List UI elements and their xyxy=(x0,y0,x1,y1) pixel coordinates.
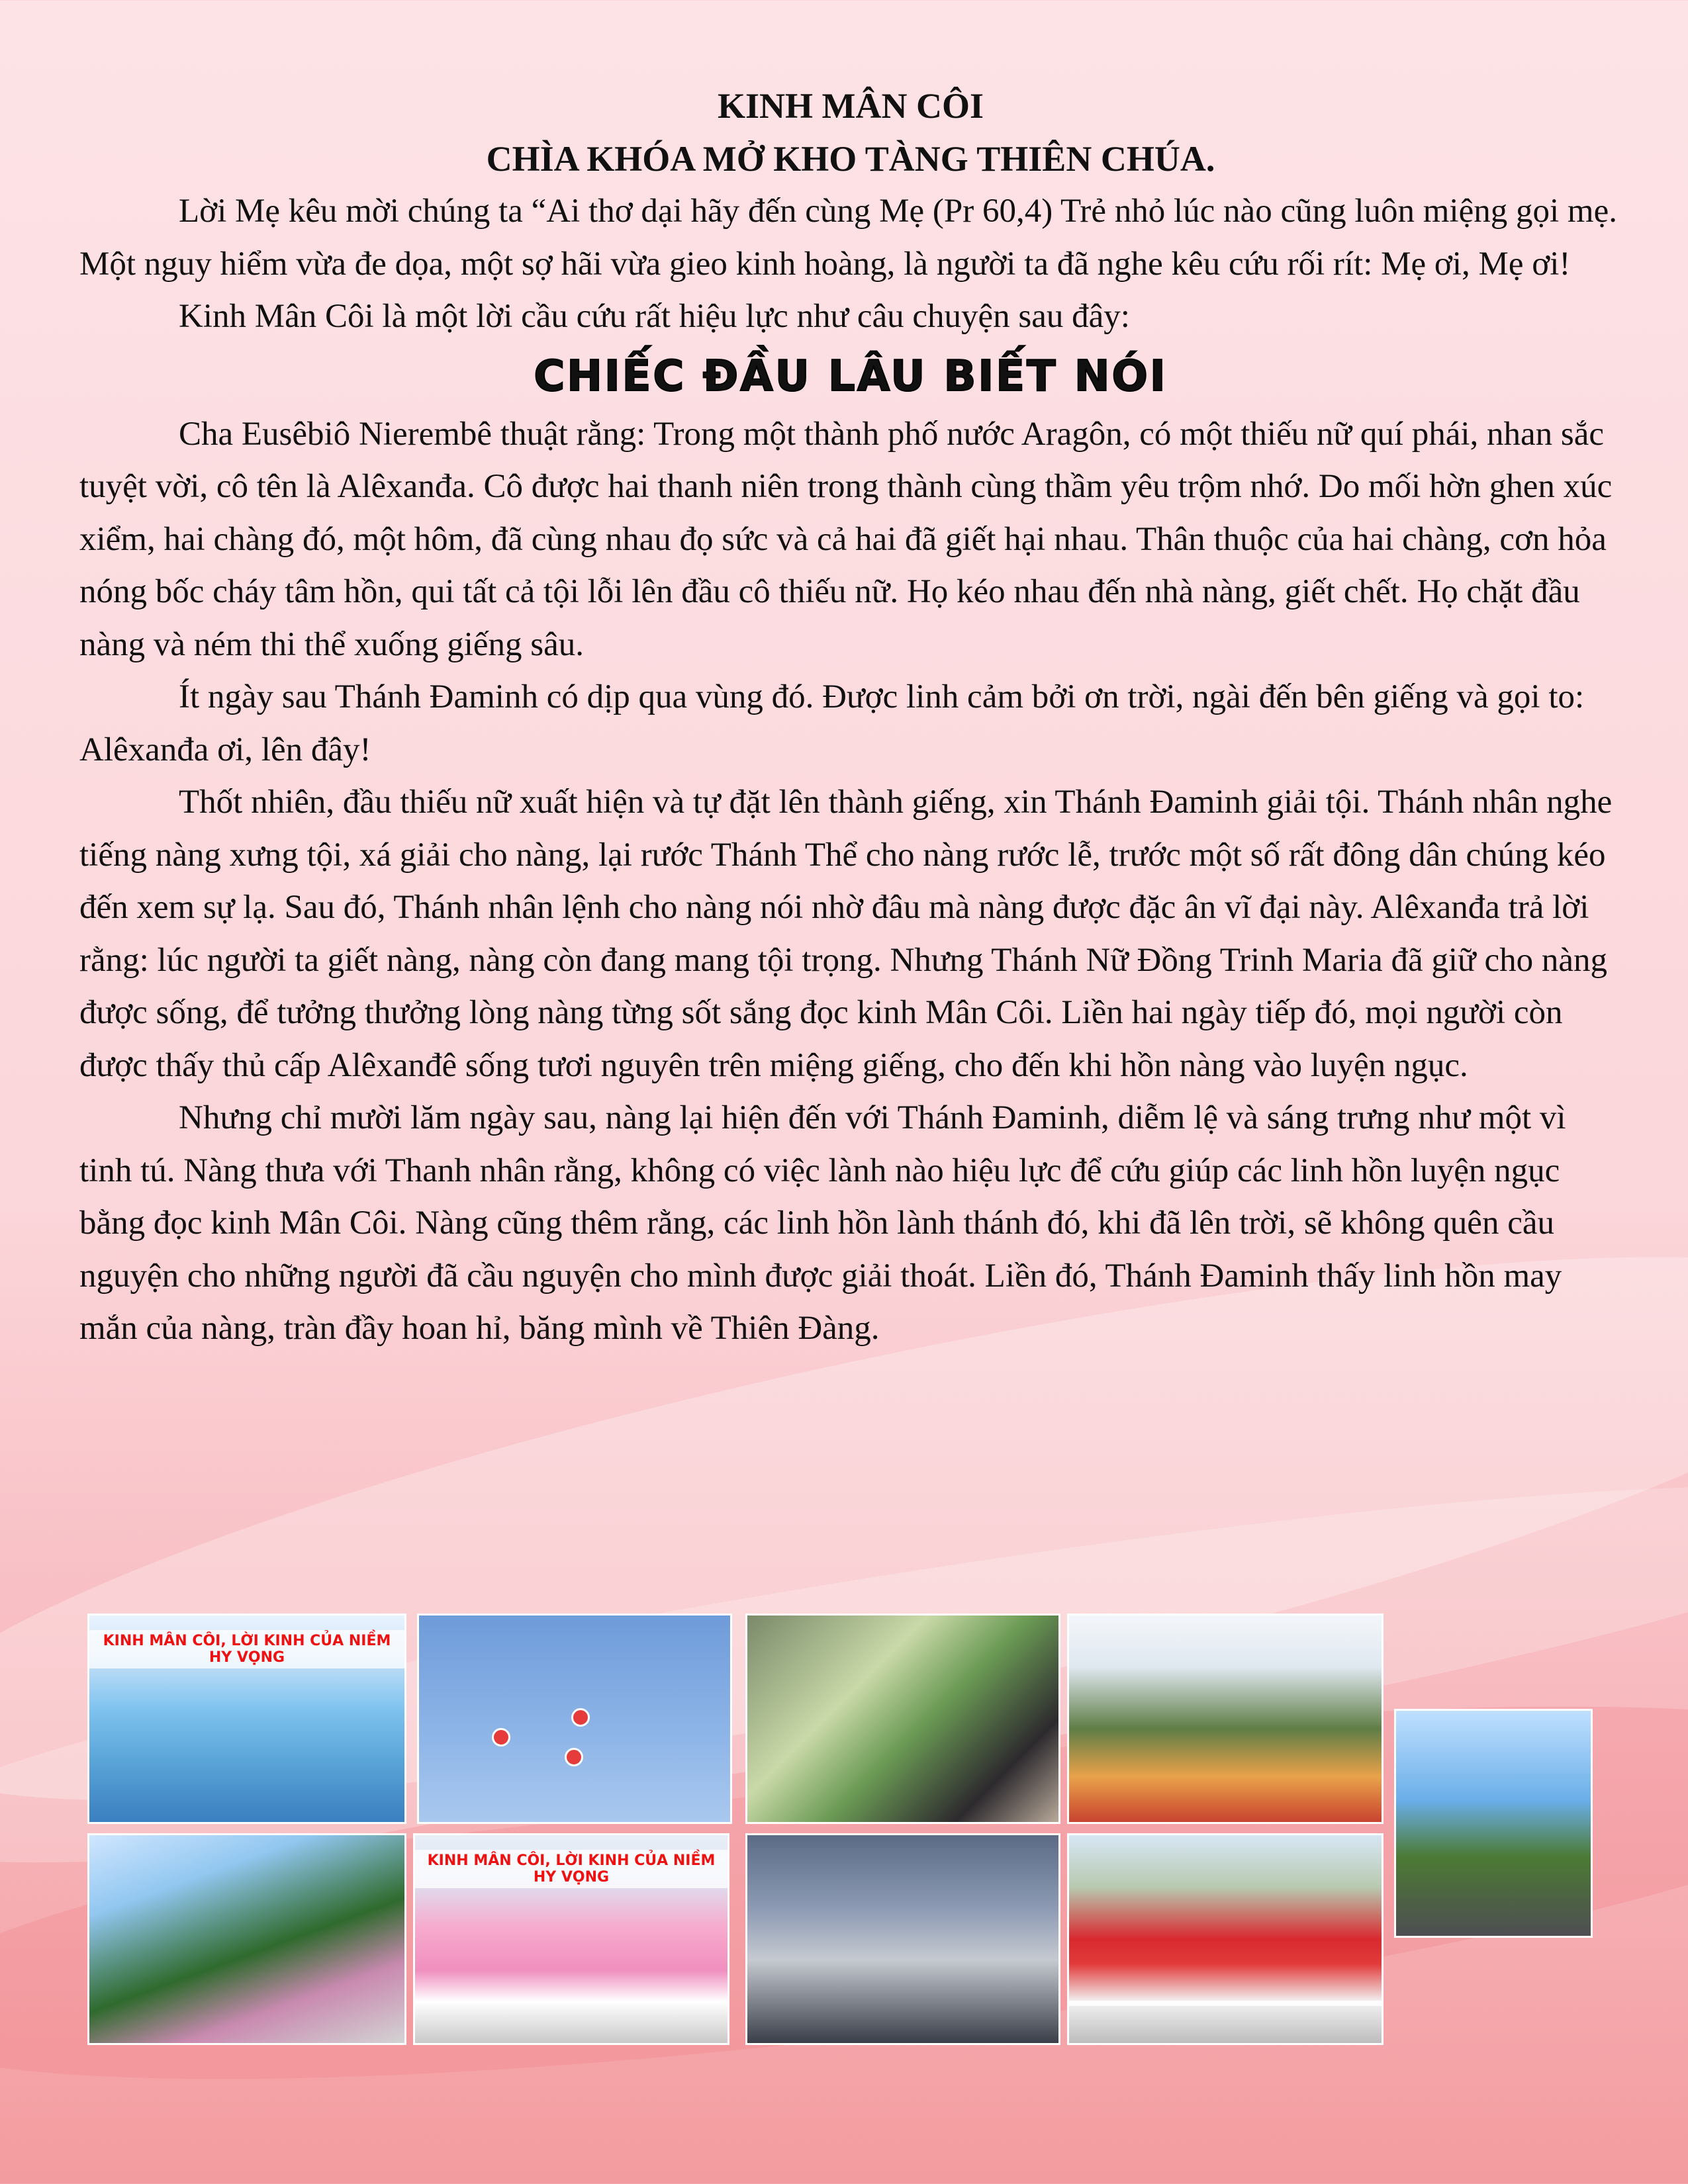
story-paragraph-4: Nhưng chỉ mười lăm ngày sau, nàng lại hiện đến với Thánh Đaminh, diễm lệ và sáng trưng như một vì tinh tú. Nàng thưa với Thanh nhân rằng, không có việc lành nào hiệu lực để cứu giúp các linh hồn luyện ngục bằng đọc kinh Mân Côi. Nàng cũng thêm rằng, các linh hồn lành thánh đó, khi đã lên trời, sẽ không quên cầu nguyện cho những người đã cầu nguyện cho mình được giải thoát. Liền đó, Thánh Đaminh thấy linh hồn may mắn của nàng, tràn đầy hoan hỉ, băng mình về Thiên Đàng. xyxy=(79,1099,1566,1347)
title-line-2: CHÌA KHÓA MỞ KHO TÀNG THIÊN CHÚA. xyxy=(486,139,1215,179)
intro-paragraph-1: Lời Mẹ kêu mời chúng ta “Ai thơ dại hãy đến cùng Mẹ (Pr 60,4) Trẻ nhỏ lúc nào cũng luôn miệng gọi mẹ. Một nguy hiểm vừa đe dọa, một sợ hãi vừa gieo kinh hoàng, là người ta đã nghe kêu cứu rối rít: Mẹ ơi, Mẹ ơi! xyxy=(79,193,1617,283)
story-paragraph-3: Thốt nhiên, đầu thiếu nữ xuất hiện và tự đặt lên thành giếng, xin Thánh Đaminh giải tội. Thánh nhân nghe tiếng nàng xưng tội, xá giải cho nàng, lại rước Thánh Thể cho nàng rước lễ, trước một số rất đông dân chúng kéo đến xem sự lạ. Sau đó, Thánh nhân lệnh cho nàng nói nhờ đâu mà nàng được đặc ân vĩ đại này. Alêxanđa trả lời rằng: lúc người ta giết nàng, nàng còn đang mang tội trọng. Nhưng Thánh Nữ Đồng Trinh Maria đã giữ cho nàng được sống, để tưởng thưởng lòng nàng từng sốt sắng đọc kinh Mân Côi. Liền hai ngày tiếp đó, mọi người còn được thấy thủ cấp Alêxanđê sống tươi nguyên trên miệng giếng, cho đến khi hồn nàng vào luyện ngục. xyxy=(79,784,1613,1084)
title-line-1: KINH MÂN CÔI xyxy=(718,86,984,126)
story-paragraph-2: Ít ngày sau Thánh Đaminh có dịp qua vùng đó. Được linh cảm bởi ơn trời, ngài đến bên giếng và gọi to: Alêxanđa ơi, lên đây! xyxy=(79,678,1585,768)
photo-banner-caption: KINH MÂN CÔI, LỜI KINH CỦA NIỀM HY VỌNG xyxy=(415,1850,727,1888)
intro-paragraph-2: Kinh Mân Côi là một lời cầu cứu rất hiệu lực như câu chuyện sau đây: xyxy=(179,298,1130,335)
story-title: CHIẾC ĐẦU LÂU BIẾT NÓI xyxy=(534,351,1168,401)
article xyxy=(79,79,1622,1355)
photo-banner-caption: KINH MÂN CÔI, LỜI KINH CỦA NIỀM HY VỌNG xyxy=(89,1630,404,1668)
story-paragraph-1: Cha Eusêbiô Nierembê thuật rằng: Trong một thành phố nước Aragôn, có một thiếu nữ quí phái, nhan sắc tuyệt vời, cô tên là Alêxanđa. Cô được hai thanh niên trong thành cùng thầm yêu trộm nhớ. Do mối hờn ghen xúc xiểm, hai chàng đó, một hôm, đã cùng nhau đọ sức và cả hai đã giết hại nhau. Thân thuộc của hai chàng, cơn hỏa nóng bốc cháy tâm hồn, qui tất cả tội lỗi lên đầu cô thiếu nữ. Họ kéo nhau đến nhà nàng, giết chết. Họ chặt đầu nàng và ném thi thể xuống giếng sâu. xyxy=(79,415,1613,663)
